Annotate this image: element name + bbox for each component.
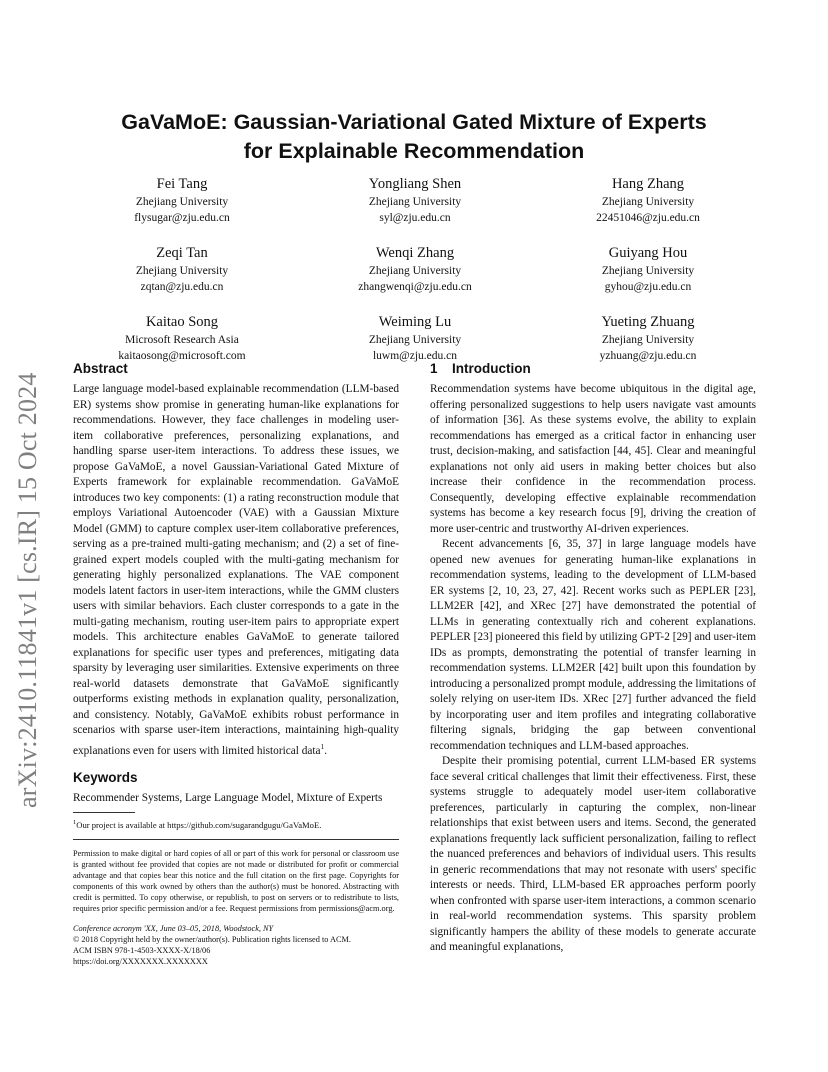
abstract-heading: Abstract: [73, 361, 128, 376]
author-card: [66, 243, 298, 295]
author-block: [66, 174, 764, 381]
author-affiliation: Zhejiang University: [601, 196, 695, 208]
keywords-heading: Keywords: [73, 769, 138, 785]
author-row: [66, 243, 764, 295]
author-affiliation: Zhejiang University: [135, 196, 229, 208]
footnote-text[interactable]: Our project is available at https://github.com/sugarandgugu/GaVaMoE.: [76, 820, 322, 831]
permission-divider: [73, 839, 399, 840]
author-card: [66, 174, 298, 226]
author-card: [299, 174, 531, 226]
abstract-body: Large language model-based explainable recommendation (LLM-based ER) systems show promise in generating human-like explanations for recommendations. However, they face challenges in modeling user-item collaborative preferences, personalizing explanations, and handling sparse user-item interactions. To address these issues, we propose GaVaMoE, a novel Gaussian-Variational Gated Mixture of Experts framework for explainable recommendation. GaVaMoE introduces two key components: (1) a rating reconstruction module that employs Variational Autoencoder (VAE) with a Gaussian Mixture Model (GMM) to capture complex user-item collaborative preferences, serving as a pre-trained multi-gating mechanism; and (2) a set of fine-grained expert models coupled with the multi-gating mechanism for generating highly personalized explanations. The VAE component models latent factors in user-item interactions, while the GMM clusters users with similar behaviors. Each cluster corresponds to a gate in the multi-gating mechanism, routing user-item pairs to appropriate expert models. This architecture enables GaVaMoE to generate tailored explanations for specific user types and preferences, mitigating data sparsity by leveraging user similarities. Extensive experiments on three real-world datasets demonstrate that GaVaMoE significantly outperforms existing methods in explanation quality, personalization, and consistency. Notably, GaVaMoE exhibits robust performance in scenarios with sparse user-item interactions, maintaining high-quality explanations even for users with limited historical data: [73, 383, 399, 757]
author-email[interactable]: zhangwenqi@zju.edu.cn: [358, 281, 472, 293]
author-affiliation: Zhejiang University: [601, 334, 695, 346]
author-email[interactable]: flysugar@zju.edu.cn: [134, 212, 230, 224]
author-email[interactable]: kaitaosong@microsoft.com: [118, 350, 246, 362]
author-name: Wenqi Zhang: [375, 245, 455, 261]
doi-link[interactable]: https://doi.org/XXXXXXX.XXXXXXX: [73, 956, 208, 966]
author-card: [299, 243, 531, 295]
author-card: [66, 312, 298, 364]
author-affiliation: Zhejiang University: [601, 265, 695, 277]
author-affiliation: Zhejiang University: [368, 334, 462, 346]
author-name: Fei Tang: [156, 176, 208, 192]
intro-paragraph-1: Recommendation systems have become ubiquitous in the digital age, offering personalized suggestions to help users navigate vast amounts of information [36]. As these systems evolve, the ability to explain recommendations has emerged as a critical factor in enhancing user trust, decision-making, and satisfaction [44, 45]. Clear and meaningful explanations not only aid users in making better choices but also increase their confidence in the recommendation process. Consequently, developing effective explainable recommendation systems has become a key research focus [9], driving the creation of more user-centric and trustworthy AI-driven experiences.: [430, 383, 756, 535]
footnote-divider: [73, 812, 135, 813]
author-email[interactable]: yzhuang@zju.edu.cn: [599, 350, 697, 362]
author-card: [532, 174, 764, 226]
footnote-number: 1: [73, 819, 77, 827]
left-column: [73, 360, 399, 967]
author-row: [66, 312, 764, 364]
copyright-line: © 2018 Copyright held by the owner/author(s). Publication rights licensed to ACM.: [73, 934, 351, 944]
isbn-line: ACM ISBN 978-1-4503-XXXX-X/18/06: [73, 945, 211, 955]
right-column: [430, 360, 756, 956]
author-email[interactable]: luwm@zju.edu.cn: [372, 350, 458, 362]
author-name: Weiming Lu: [378, 314, 452, 330]
conference-line: Conference acronym 'XX, June 03–05, 2018, Woodstock, NY: [73, 923, 274, 933]
author-name: Yongliang Shen: [368, 176, 462, 192]
author-name: Kaitao Song: [145, 314, 219, 330]
author-name: Guiyang Hou: [608, 245, 688, 261]
keywords-text: Recommender Systems, Large Language Model, Mixture of Experts: [73, 791, 383, 804]
abstract-end: .: [324, 744, 328, 757]
footnote: [73, 817, 399, 831]
author-email[interactable]: syl@zju.edu.cn: [379, 212, 451, 224]
author-email[interactable]: zqtan@zju.edu.cn: [140, 281, 224, 293]
section-title: Introduction: [452, 361, 531, 376]
author-card: [532, 312, 764, 364]
section-number: 1: [430, 361, 438, 376]
author-affiliation: Zhejiang University: [368, 265, 462, 277]
author-affiliation: Zhejiang University: [135, 265, 229, 277]
paper-title: [80, 108, 748, 166]
abstract-text: [73, 382, 399, 759]
author-card: [299, 312, 531, 364]
title-line-2: for Explainable Recommendation: [243, 139, 585, 163]
arxiv-identifier[interactable]: arXiv:2410.11841v1 [cs.IR] 15 Oct 2024: [13, 372, 42, 808]
author-affiliation: Zhejiang University: [368, 196, 462, 208]
author-name: Hang Zhang: [611, 176, 685, 192]
author-email[interactable]: gyhou@zju.edu.cn: [604, 281, 692, 293]
author-card: [532, 243, 764, 295]
author-email[interactable]: 22451046@zju.edu.cn: [596, 212, 700, 224]
permission-statement: Permission to make digital or hard copies of all or part of this work for personal or classroom use is granted without fee provided that copies are not made or distributed for profit or commercial advantage and that copies bear this notice and the full citation on the first page. Copyrights for components of this work owned by others than the author(s) must be honored. Abstracting with credit is permitted. To copy otherwise, or republish, to post on servers or to redistribute to lists, requires prior specific permission and/or a fee. Request permissions from permissions@acm.org.: [73, 849, 399, 914]
intro-paragraph-3: Despite their promising potential, current LLM-based ER systems face several critical challenges that limit their effectiveness. First, these systems struggle to adequately model user-item collaborative preferences, particularly in capturing the complex, non-linear relationships that exist between users and items. Second, the generated explanations frequently lack sufficient personalization, failing to reflect the nuanced preferences and behaviors of individual users. This results in generic recommendations that may not resonate with users' specific interests or needs. Third, LLM-based ER approaches perform poorly when confronted with sparse user-item interactions, a common scenario in real-world recommendation systems. This sparsity problem significantly hampers the ability of these models to generate accurate and meaningful explanations,: [430, 755, 756, 953]
author-name: Yueting Zhuang: [601, 314, 695, 330]
author-row: [66, 174, 764, 226]
footnote-marker[interactable]: 1: [320, 741, 325, 751]
intro-paragraph-2: Recent advancements [6, 35, 37] in large language models have opened new avenues for generating human-like explanations in recommendation systems, leading to the development of LLM-based ER systems [2, 10, 23, 27, 42]. Recent works such as PEPLER [23], LLM2ER [42], and XRec [27] have demonstrated the potential of LLMs in generating contextually rich and coherent explanations. PEPLER [23] pioneered this field by utilizing GPT-2 [29] and user-item IDs as prompts, demonstrating the potential of transfer learning in recommendation systems. LLM2ER [42] built upon this foundation by introducing a personalized prompt module, addressing the limitations of solely relying on user-item IDs. XRec [27] further advanced the field by incorporating user and item profiles and integrating collaborative filtering signals, bridging the gap between conventional recommendation techniques and LLM-based approaches.: [430, 538, 756, 752]
introduction-heading: [430, 360, 756, 378]
author-name: Zeqi Tan: [156, 245, 208, 261]
title-line-1: GaVaMoE: Gaussian-Variational Gated Mixture of Experts: [121, 110, 707, 134]
author-affiliation: Microsoft Research Asia: [125, 334, 239, 346]
